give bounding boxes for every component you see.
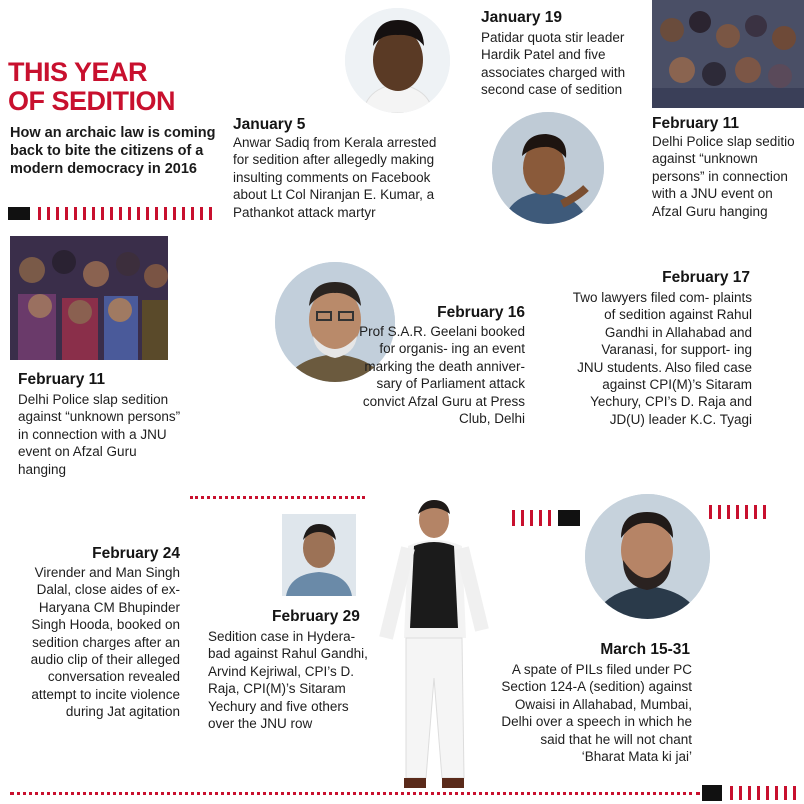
- entry-text-feb29: Sedition case in Hydera- bad against Rahul Gandhi, Arvind Kejriwal, CPI’s D. Raja, CPI(M)’s Sitaram Yechury and five others over the JNU row: [208, 629, 368, 732]
- entry-text-feb11: Delhi Police slap sedition against “unknown persons” in connection with a JNU event on Afzal Guru hanging: [18, 392, 181, 477]
- photo-jnu-protest-top: [652, 0, 804, 108]
- timeline-ticks-mid-right: [705, 503, 785, 523]
- entry-text-mar15-31: A spate of PILs filed under PC Section 124-A (sedition) against Owaisi in Allahabad, Mumbai, Delhi over a speech in which he said that he will not chant ‘Bharat Mata ki jai’: [501, 662, 692, 765]
- entry-date-feb16: February 16: [437, 304, 525, 321]
- timeline-ticks-top-left: [8, 206, 223, 222]
- entry-date-feb11-top: February 11: [652, 115, 740, 132]
- entry-text-feb11-top: Delhi Police slap seditio against “unknown persons” in connection with a JNU event on Afzal Guru hanging: [652, 134, 795, 219]
- entry-text-feb16: Prof S.A.R. Geelani booked for organis- ing an event marking the death anniver- sary of Parliament attack convict Afzal Guru at Press Club, Delhi: [359, 324, 525, 427]
- entry-date-feb24: February 24: [92, 545, 180, 562]
- entry-text-feb24: Virender and Man Singh Dalal, close aides of ex- Haryana CM Bhupinder Singh Hooda, booked on sedition charges after an audio clip of their alleged conversation revealed attempt to incite violence during Jat agitation: [30, 565, 180, 720]
- entry-date-feb29: February 29: [272, 608, 360, 625]
- entry-date-jan5: January 5: [233, 116, 306, 133]
- dotted-divider-mid: [190, 496, 365, 499]
- entry-date-feb11: February 11: [18, 371, 106, 388]
- entry-text-feb17: Two lawyers filed com- plaints of sedition against Rahul Gandhi in Allahabad and Varanasi, for support- ing JNU students. Also filed case against CPI(M)’s Sitaram Yechury, CPI’s D. Raja and JD(U) leader K.C. Tyagi: [572, 290, 752, 427]
- portrait-hardik-patel: [492, 112, 604, 224]
- intro-text: How an archaic law is coming back to bite the citizens of a modern democracy in 2016: [10, 125, 216, 177]
- photo-jnu-protest-left: [10, 236, 168, 360]
- entry-text-jan19: Patidar quota stir leader Hardik Patel and five associates charged with second case of sedition: [481, 30, 626, 98]
- timeline-ticks-mid-left: [510, 508, 590, 528]
- entry-date-feb17: February 17: [662, 269, 750, 286]
- entry-date-mar15-31: March 15-31: [600, 641, 690, 658]
- entry-date-jan19: January 19: [481, 9, 562, 26]
- portrait-owaisi: [585, 494, 710, 619]
- portrait-anwar-sadiq: [345, 8, 450, 113]
- entry-text-jan5: Anwar Sadiq from Kerala arrested for sedition after allegedly making insulting comments on Facebook about Lt Col Niranjan E. Kumar, a Pathankot attack martyr: [233, 135, 437, 220]
- portrait-arvind-kejriwal: [282, 514, 356, 596]
- headline-line-2: OF SEDITION: [8, 86, 176, 116]
- headline-line-1: THIS YEAR: [8, 57, 148, 87]
- dotted-divider-bottom: [10, 792, 700, 795]
- photo-rahul-gandhi: [372, 498, 492, 798]
- headline: [8, 58, 218, 116]
- timeline-ticks-bottom: [700, 783, 800, 803]
